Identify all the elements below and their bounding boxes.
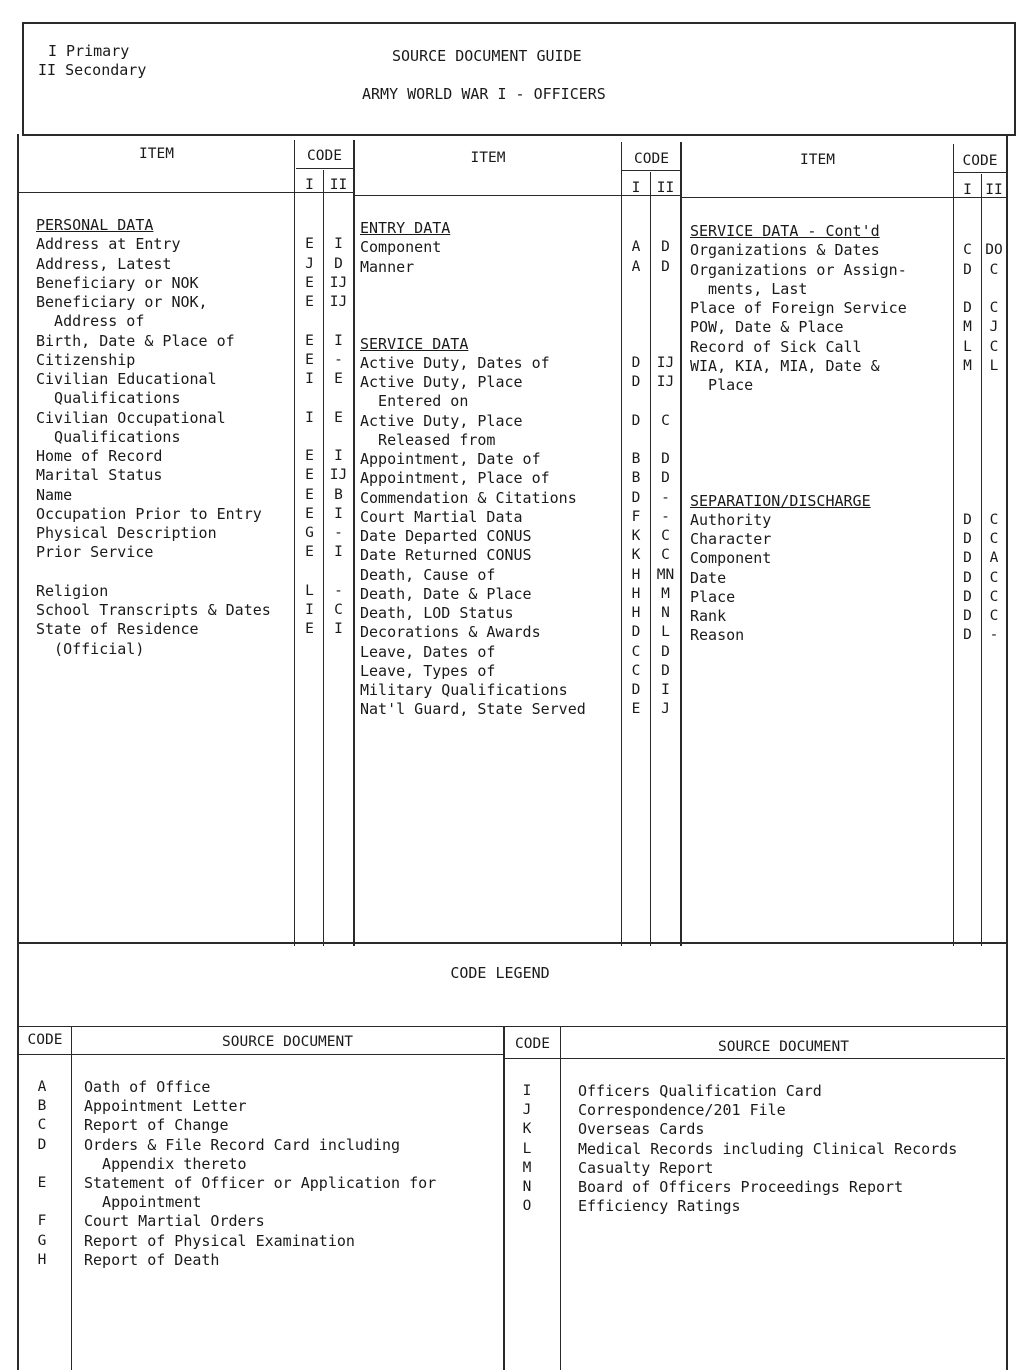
primary-code: C <box>631 662 641 679</box>
legend-source-document: Report of Death <box>84 1250 220 1269</box>
secondary-code: C <box>989 300 999 316</box>
item-label: Active Duty, Place <box>360 411 523 430</box>
frame-right-upper <box>1014 22 1016 136</box>
legend-source-document: Appointment Letter <box>84 1097 247 1116</box>
item-label: Organizations or Assign- <box>690 260 907 279</box>
code-header-rule-3 <box>954 172 1006 173</box>
item-label: Occupation Prior to Entry <box>36 504 262 523</box>
legend-top-rule <box>17 942 1007 944</box>
secondary-code: - <box>989 627 999 644</box>
item-header-2: ITEM <box>470 150 506 166</box>
secondary-code: IJ <box>656 374 675 390</box>
primary-code: D <box>631 489 641 506</box>
item-label: Released from <box>360 430 496 449</box>
item-label: (Official) <box>36 639 145 658</box>
primary-code: D <box>963 608 972 624</box>
legend-code: K <box>522 1121 532 1138</box>
legend-code: I <box>522 1083 532 1099</box>
secondary-code: C <box>334 602 343 618</box>
item-header-3: ITEM <box>800 152 835 168</box>
item-label: Civilian Educational <box>36 370 217 388</box>
primary-code: D <box>963 569 972 586</box>
primary-code: E <box>305 544 314 561</box>
code-header-2: CODE <box>634 151 669 167</box>
secondary-code: D <box>661 470 670 487</box>
secondary-code: IJ <box>329 467 348 484</box>
item-label: Active Duty, Dates of <box>360 353 550 372</box>
item-label: Address at Entry <box>36 235 181 254</box>
legend-source-document: Appointment <box>84 1193 202 1212</box>
section-heading: SERVICE DATA - Cont'd <box>690 222 880 240</box>
legend-primary: I Primary <box>48 42 130 60</box>
legend-code: D <box>37 1136 47 1153</box>
item-label: Rank <box>690 607 727 625</box>
secondary-code: N <box>661 605 670 621</box>
item-label: Death, LOD Status <box>360 604 514 622</box>
code-ii-header-2: II <box>656 180 675 196</box>
item-label: Date Departed CONUS <box>360 527 532 545</box>
primary-code: D <box>963 627 972 644</box>
secondary-code: E <box>334 409 343 426</box>
item-label: Component <box>360 238 442 257</box>
secondary-code: - <box>334 582 343 599</box>
secondary-code: D <box>661 662 670 679</box>
item-label: Record of Sick Call <box>690 337 862 356</box>
secondary-code: DO <box>985 242 1003 259</box>
item-label: Qualifications <box>36 389 181 408</box>
legend-code: J <box>522 1102 532 1119</box>
secondary-code: E <box>334 371 343 387</box>
legend-code: N <box>522 1179 532 1195</box>
legend-source-document: Report of Physical Examination <box>84 1231 355 1250</box>
secondary-code: I <box>334 448 343 464</box>
secondary-code: L <box>989 357 999 374</box>
legend-right-code-rule <box>560 1027 561 1370</box>
primary-code: D <box>631 412 641 429</box>
primary-code: E <box>305 274 314 291</box>
secondary-code: I <box>334 544 343 561</box>
secondary-code: C <box>989 608 999 624</box>
legend-doc-header-right: SOURCE DOCUMENT <box>718 1039 849 1055</box>
item-label: WIA, KIA, MIA, Date & <box>690 356 880 375</box>
item-label: POW, Date & Place <box>690 318 844 337</box>
item-label: State of Residence <box>36 620 199 639</box>
code-ii-header-3: II <box>985 182 1003 198</box>
primary-code: E <box>305 294 314 310</box>
primary-code: K <box>631 547 641 564</box>
item-label: Home of Record <box>36 447 163 465</box>
secondary-code: C <box>661 547 670 564</box>
legend-header-top-rule <box>17 1026 1007 1027</box>
legend-source-document: Court Martial Orders <box>84 1212 265 1231</box>
secondary-code: M <box>661 585 670 602</box>
primary-code: K <box>631 528 641 544</box>
legend-code: M <box>522 1159 532 1176</box>
item-label: Court Martial Data <box>360 507 523 526</box>
legend-code: E <box>37 1175 47 1191</box>
legend-code: B <box>37 1098 47 1115</box>
legend-source-document: Orders & File Record Card including <box>84 1135 401 1154</box>
secondary-code: B <box>334 486 343 503</box>
item-label: Leave, Types of <box>360 661 496 680</box>
section-heading: SEPARATION/DISCHARGE <box>690 491 871 510</box>
secondary-code: C <box>989 261 999 278</box>
legend-code-header-right: CODE <box>515 1036 550 1052</box>
primary-code: D <box>631 374 641 390</box>
legend-source-document: Oath of Office <box>84 1078 211 1096</box>
primary-code: E <box>305 621 314 638</box>
item-label: Address of <box>36 312 145 331</box>
section-heading: SERVICE DATA <box>360 334 469 353</box>
primary-code: L <box>305 582 314 599</box>
item-label: Birth, Date & Place of <box>36 331 235 350</box>
code-header-3: CODE <box>962 153 998 169</box>
code-i-header-3: I <box>963 182 972 198</box>
legend-source-document: Correspondence/201 File <box>578 1101 786 1120</box>
primary-code: B <box>631 470 641 487</box>
primary-code: I <box>305 371 314 387</box>
primary-code: M <box>963 319 972 336</box>
frame-left-upper <box>22 22 24 136</box>
primary-code: L <box>963 338 972 355</box>
secondary-code: C <box>989 338 999 355</box>
primary-code: A <box>631 239 641 256</box>
secondary-code: IJ <box>329 294 348 310</box>
item-label: Entered on <box>360 392 469 411</box>
secondary-code: - <box>334 351 343 368</box>
primary-code: D <box>963 300 972 316</box>
code-header-1: CODE <box>307 148 342 164</box>
primary-code: E <box>305 486 314 503</box>
item-label: Nat'l Guard, State Served <box>360 700 586 719</box>
item-label: Appointment, Date of <box>360 450 541 468</box>
primary-code: M <box>963 357 972 374</box>
secondary-code: I <box>334 621 343 638</box>
primary-code: E <box>305 467 314 484</box>
secondary-code: D <box>661 258 670 275</box>
item-label: Reason <box>690 626 745 645</box>
primary-code: E <box>305 351 314 368</box>
section-heading: PERSONAL DATA <box>36 216 154 234</box>
code-legend-title: CODE LEGEND <box>450 964 550 982</box>
primary-code: E <box>631 701 641 718</box>
legend-source-document: Report of Change <box>84 1116 229 1135</box>
legend-code: A <box>37 1079 47 1095</box>
primary-code: J <box>305 255 314 272</box>
rule-c2-end <box>680 142 682 946</box>
secondary-code: - <box>661 508 670 525</box>
legend-source-document: Overseas Cards <box>578 1120 705 1139</box>
secondary-code: I <box>334 505 343 522</box>
section-heading: ENTRY DATA <box>360 219 451 237</box>
legend-source-document: Officers Qualification Card <box>578 1082 822 1100</box>
item-label: Place of Foreign Service <box>690 299 907 317</box>
legend-code: F <box>37 1213 47 1230</box>
item-label: Civilian Occupational <box>36 408 226 427</box>
frame-right <box>1006 134 1008 1370</box>
code-header-rule-2 <box>622 170 681 171</box>
page-subtitle: ARMY WORLD WAR I - OFFICERS <box>362 85 606 103</box>
item-header-1: ITEM <box>139 146 174 162</box>
item-label: Military Qualifications <box>360 681 568 699</box>
item-label: Prior Service <box>36 543 154 562</box>
primary-code: D <box>963 531 972 547</box>
primary-code: E <box>305 505 314 522</box>
item-label: Authority <box>690 510 772 529</box>
primary-code: B <box>631 451 641 467</box>
legend-source-document: Appendix thereto <box>84 1154 247 1173</box>
legend-header-bottom-left <box>17 1054 505 1055</box>
legend-code: L <box>522 1140 532 1157</box>
secondary-code: C <box>989 588 999 605</box>
legend-source-document: Casualty Report <box>578 1158 714 1177</box>
primary-code: D <box>963 511 972 528</box>
primary-code: F <box>631 508 641 525</box>
secondary-code: - <box>661 489 670 506</box>
item-label: Beneficiary or NOK <box>36 273 199 292</box>
item-label: Physical Description <box>36 524 217 542</box>
legend-secondary: II Secondary <box>38 61 147 79</box>
item-label: Death, Cause of <box>360 565 496 584</box>
primary-code: D <box>631 354 641 371</box>
secondary-code: - <box>334 525 343 541</box>
primary-code: H <box>631 566 641 583</box>
item-label: Death, Date & Place <box>360 584 532 603</box>
secondary-code: C <box>989 511 999 528</box>
item-label: Name <box>36 485 73 504</box>
secondary-code: C <box>989 531 999 547</box>
legend-source-document: Board of Officers Proceedings Report <box>578 1178 904 1196</box>
primary-code: E <box>305 236 314 253</box>
primary-code: D <box>963 261 972 278</box>
item-label: ments, Last <box>690 279 808 298</box>
legend-code-header-left: CODE <box>27 1032 63 1048</box>
legend-source-document: Efficiency Ratings <box>578 1197 741 1216</box>
item-label: Appointment, Place of <box>360 469 550 488</box>
item-label: Component <box>690 549 772 568</box>
code-header-rule-1 <box>296 168 354 169</box>
item-label: Address, Latest <box>36 254 172 273</box>
primary-code: A <box>631 258 641 275</box>
secondary-code: IJ <box>329 274 348 291</box>
item-label: Religion <box>36 581 109 600</box>
rule-c1-end <box>353 140 355 946</box>
secondary-code: C <box>661 528 670 544</box>
primary-code: I <box>305 602 314 618</box>
secondary-code: L <box>661 624 670 641</box>
primary-code: I <box>305 409 314 426</box>
secondary-code: IJ <box>656 354 675 371</box>
item-label: Decorations & Awards <box>360 623 541 642</box>
primary-code: E <box>305 332 314 349</box>
item-label: Character <box>690 530 772 548</box>
item-label: Leave, Dates of <box>360 642 496 661</box>
primary-code: H <box>631 585 641 602</box>
primary-code: D <box>963 550 972 567</box>
item-label: Citizenship <box>36 350 136 369</box>
item-label: Commendation & Citations <box>360 488 577 507</box>
secondary-code: J <box>661 701 670 718</box>
legend-code: O <box>522 1198 532 1215</box>
secondary-code: D <box>334 255 343 272</box>
code-ii-header-1: II <box>329 177 348 193</box>
primary-code: H <box>631 605 641 621</box>
secondary-code: D <box>661 451 670 467</box>
secondary-code: D <box>661 239 670 256</box>
header-bottom-rule <box>22 134 1016 136</box>
code-i-header-1: I <box>305 177 314 193</box>
secondary-code: I <box>661 682 670 698</box>
legend-left-code-rule <box>71 1027 72 1370</box>
secondary-code: D <box>661 643 670 660</box>
primary-code: C <box>963 242 972 259</box>
primary-code: E <box>305 448 314 464</box>
legend-code: H <box>37 1251 47 1268</box>
item-label: Place <box>690 376 754 394</box>
secondary-code: I <box>334 332 343 349</box>
secondary-code: A <box>989 550 999 567</box>
frame-top <box>22 22 1016 24</box>
item-label: Organizations & Dates <box>690 241 880 260</box>
item-label: Active Duty, Place <box>360 373 523 391</box>
page-title: SOURCE DOCUMENT GUIDE <box>392 47 582 65</box>
item-label: Date <box>690 568 727 587</box>
legend-source-document: Medical Records including Clinical Records <box>578 1139 958 1158</box>
primary-code: G <box>305 525 314 541</box>
item-label: School Transcripts & Dates <box>36 601 271 619</box>
item-label: Manner <box>360 257 415 276</box>
secondary-code: MN <box>656 566 675 583</box>
legend-source-document: Statement of Officer or Application for <box>84 1174 437 1192</box>
secondary-code: I <box>334 236 343 253</box>
rule-c1-code <box>294 140 295 946</box>
legend-header-bottom-right <box>505 1058 1005 1059</box>
primary-code: C <box>631 643 641 660</box>
primary-code: D <box>631 682 641 698</box>
secondary-code: J <box>989 319 999 336</box>
code-i-header-2: I <box>631 180 641 196</box>
item-label: Date Returned CONUS <box>360 546 532 565</box>
legend-code: C <box>37 1117 47 1134</box>
secondary-code: C <box>661 412 670 429</box>
item-label: Beneficiary or NOK, <box>36 293 208 311</box>
item-label: Place <box>690 587 736 606</box>
item-label: Marital Status <box>36 466 163 485</box>
item-label: Qualifications <box>36 427 181 446</box>
primary-code: D <box>963 588 972 605</box>
legend-doc-header-left: SOURCE DOCUMENT <box>222 1034 353 1050</box>
primary-code: D <box>631 624 641 641</box>
legend-code: G <box>37 1232 47 1249</box>
secondary-code: C <box>989 569 999 586</box>
